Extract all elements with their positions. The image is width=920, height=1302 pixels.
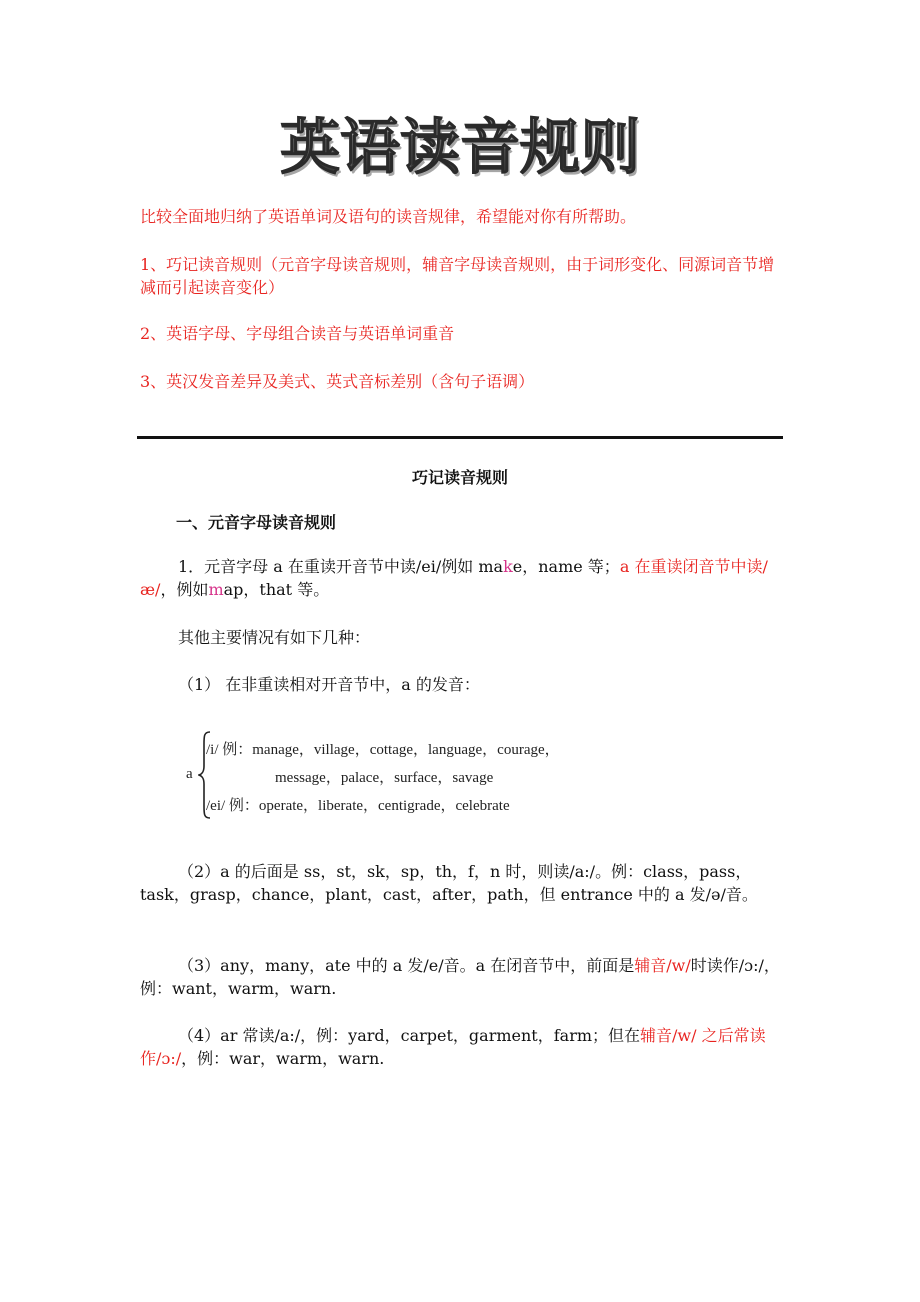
- paragraph-4: （2）a 的后面是 ss，st，sk，sp，th，f，n 时，则读/a:/。例：class，pass，task，grasp，chance，plant，cast，after，path，但 entrance 中的 a 发/ə/音。: [140, 862, 758, 904]
- intro-item-2: 2、英语字母、字母组合读音与英语单词重音: [140, 324, 455, 343]
- section-title: 巧记读音规则: [411, 468, 508, 487]
- brace-line-3: /ei/ 例：operate，liberate，centigrade，celebrate: [206, 798, 510, 814]
- paragraph-5: （3）any，many，ate 中的 a 发/e/音。a 在闭音节中，前面是辅音/w/时读作/ɔ:/，例：want，warm，warn.: [140, 956, 780, 998]
- heading-vowel-rules: 一、元音字母读音规则: [176, 513, 337, 532]
- brace-letter: a: [186, 766, 193, 782]
- intro-summary: 比较全面地归纳了英语单词及语句的读音规律，希望能对你有所帮助。: [140, 207, 637, 226]
- divider: [137, 436, 783, 439]
- paragraph-3: （1） 在非重读相对开音节中，a 的发音：: [178, 675, 480, 694]
- intro-item-3: 3、英汉发音差异及美式、英式音标差别（含句子语调）: [140, 372, 535, 391]
- page-title: 英语读音规则: [0, 112, 920, 184]
- paragraph-6: （4）ar 常读/a:/，例：yard，carpet，garment，farm；但在辅音/w/ 之后常读作/ɔ:/，例：war，warm，warn.: [140, 1026, 766, 1068]
- brace-line-2: message，palace，surface，savage: [275, 770, 494, 786]
- pronunciation-brace-diagram: [186, 730, 646, 820]
- intro-item-1: 1、巧记读音规则（元音字母读音规则，辅音字母读音规则，由于词形变化、同源词音节增减而引起读音变化）: [140, 255, 775, 297]
- paragraph-2: 其他主要情况有如下几种：: [178, 628, 371, 647]
- paragraph-1: 1．元音字母 a 在重读开音节中读/ei/例如 make，name 等；a 在重读闭音节中读/æ/，例如map，that 等。: [140, 557, 768, 599]
- brace-line-1: /i/ 例：manage，village，cottage，language，courage，: [206, 742, 560, 758]
